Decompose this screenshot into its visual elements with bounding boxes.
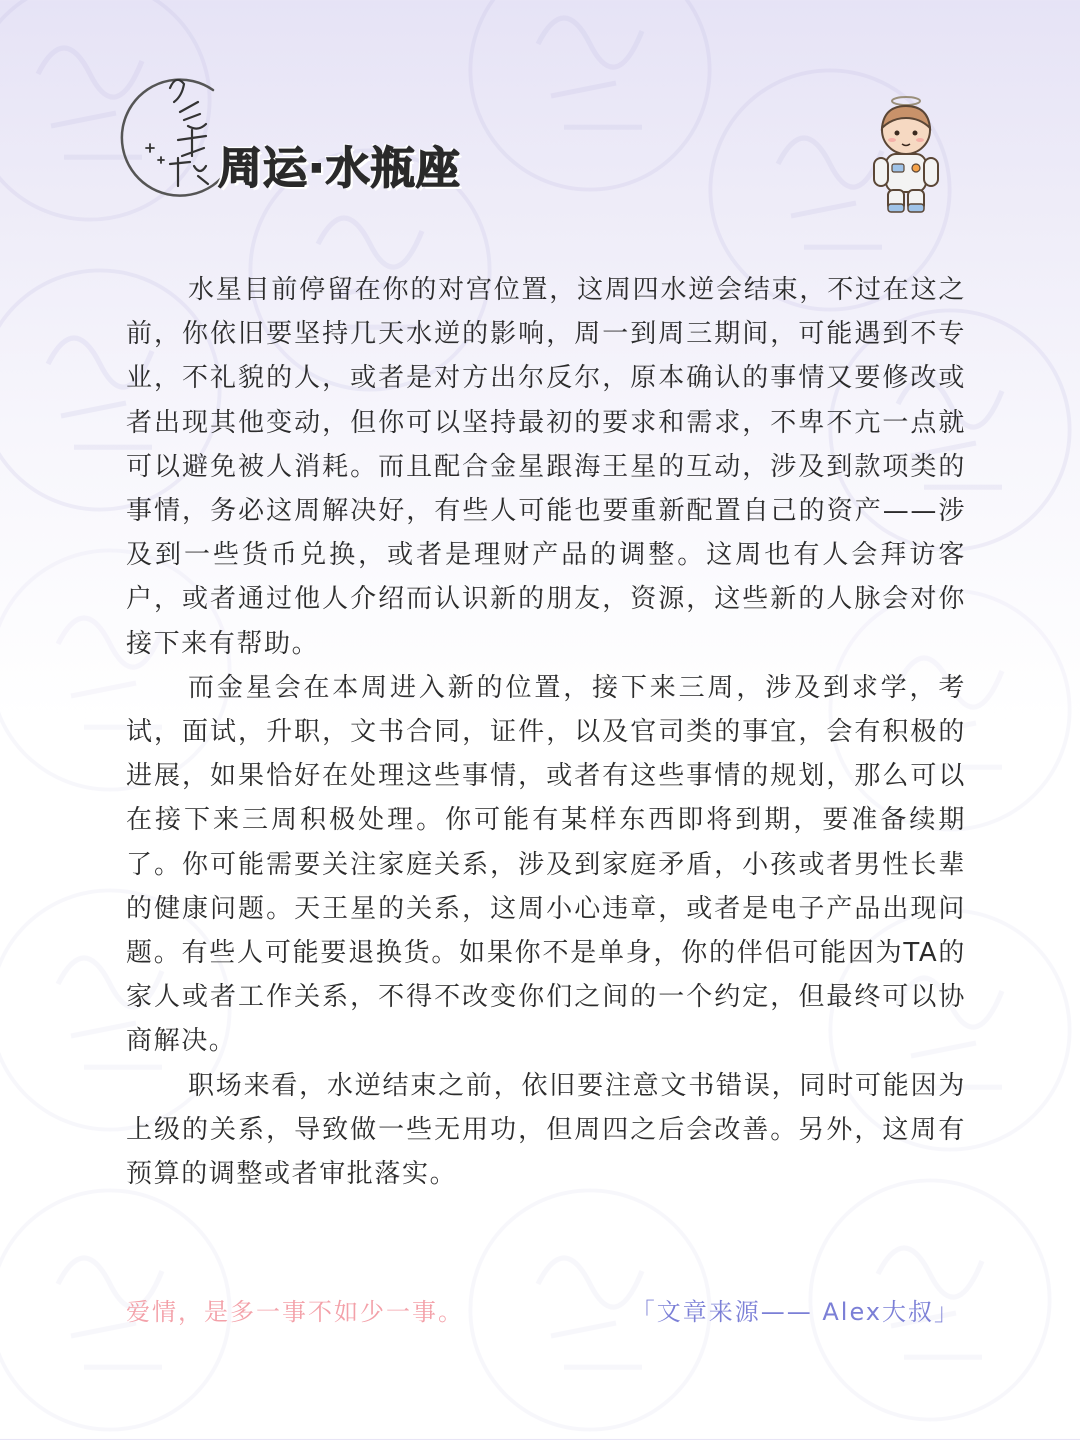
header xyxy=(118,52,978,222)
page-title: 周运·水瓶座 xyxy=(218,143,461,194)
paragraph: 而金星会在本周进入新的位置，接下来三周，涉及到求学，考试，面试，升职，文书合同，证件，以及官司类的事宜，会有积极的进展，如果恰好在处理这些事情，或者有这些事情的规划，那么可以在接下来三周积极处理。你可能有某样东西即将到期，要准备续期了。你可能需要关注家庭关系，涉及到家庭矛盾，小孩或者男性长辈的健康问题。天王星的关系，这周小心违章，或者是电子产品出现问题。有些人可能要退换货。如果你不是单身，你的伴侣可能因为TA的家人或者工作关系，不得不改变你们之间的一个约定，但最终可以协商解决。 xyxy=(126,672,966,1057)
footer xyxy=(0,1292,1080,1332)
article-body xyxy=(126,268,966,1196)
source-credit: 「文章来源—— Alex大叔」 xyxy=(630,1298,960,1326)
paragraph: 水星目前停留在你的对宫位置，这周四水逆会结束，不过在这之前，你依旧要坚持几天水逆的影响，周一到周三期间，可能遇到不专业，不礼貌的人，或者是对方出尔反尔，原本确认的事情又要修改或者出现其他变动，但你可以坚持最初的要求和需求，不卑不亢一点就可以避免被人消耗。而且配合金星跟海王星的互动，涉及到款项类的事情，务必这周解决好，有些人可能也要重新配置自己的资产——涉及到一些货币兑换，或者是理财产品的调整。这周也有人会拜访客户，或者通过他人介绍而认识新的朋友，资源，这些新的人脉会对你接下来有帮助。 xyxy=(126,275,966,659)
love-quote: 爱情，是多一事不如少一事。 xyxy=(126,1298,464,1326)
astronaut-angel-mascot-icon xyxy=(866,94,946,219)
paragraph: 职场来看，水逆结束之前，依旧要注意文书错误，同时可能因为上级的关系，导致做一些无用功，但周四之后会改善。另外，这周有预算的调整或者审批落实。 xyxy=(126,1070,966,1190)
